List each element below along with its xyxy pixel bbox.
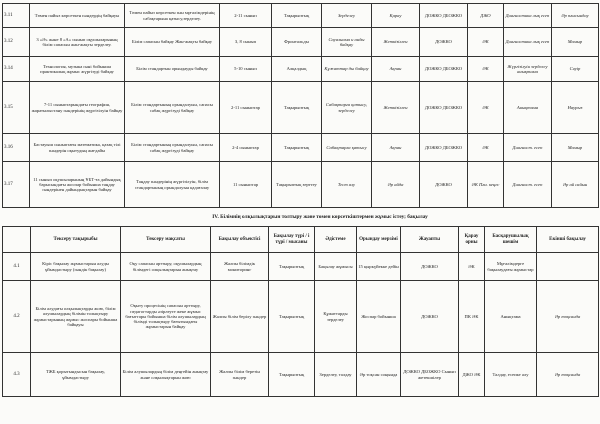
row-result: Диагностика лық есеп xyxy=(504,28,552,57)
table-row xyxy=(3,57,599,82)
row-number: 3.12 xyxy=(3,28,30,57)
row-method: Құжаттар ды байқау xyxy=(322,57,372,82)
row-responsible: Мамыр xyxy=(552,28,599,57)
row-object: Жалпы білімдік мониторинг xyxy=(211,253,269,281)
header-repeat: Екінші бақылау xyxy=(537,227,599,253)
table-row xyxy=(3,162,599,208)
header-object: Бақылау объектісі xyxy=(211,227,269,253)
row-place: ДОЖКО ДБОЖКО xyxy=(420,134,468,162)
row-result: Диагност. есеп xyxy=(504,134,552,162)
row-grade: 2-4 сыныптар xyxy=(220,134,272,162)
row-objective: Таңдау пәндерінің жүргізілуін, білім стандартының орындалуын қадағалау xyxy=(125,162,220,208)
header-who: Қарау орны xyxy=(459,227,485,253)
row-who: ӘК xyxy=(468,82,504,134)
row-form: Әр айда xyxy=(372,162,420,208)
header-period: Орындау мерзімі xyxy=(357,227,401,253)
row-period: 15 қыркүйекке дейін xyxy=(357,253,401,281)
row-topic: Төмен пайыз көрсеткен пәндердің байқауы xyxy=(30,4,125,28)
header-method: Әдістеме xyxy=(315,227,357,253)
row-number: 4.1 xyxy=(3,253,31,281)
row-method: Бақылау жұмысы xyxy=(315,253,357,281)
row-place: ДОЖКО xyxy=(401,253,459,281)
row-type: Фронтальды xyxy=(272,28,322,57)
row-topic: 7-11 сыныптарындағы география, жаратылыстану пәндерінің жүргізілуін байқау xyxy=(30,82,125,134)
row-objective: Оқыту процесінің сапасын арттыру, педагогтарды әзірлеуге жеке жұмыс бағыттары бойынша білім алушылардың білімді толықтыру бағытындағы жұмыстарын байқау xyxy=(121,281,211,353)
row-objective: Білім стандартының орындалуын, сапасы сабақ жүргізуді байқау xyxy=(125,82,220,134)
row-number: 3.16 xyxy=(3,134,30,162)
row-result: Жүргізілуін зерделеу анықтама xyxy=(504,57,552,82)
header-type: Бақылау түрі / і түрі / мысаны xyxy=(269,227,315,253)
row-grade: 2-11 сыныптар xyxy=(220,82,272,134)
row-objective: Білім стандартының орындалуын, сапасы сабақ жүргізуді байқау xyxy=(125,134,220,162)
row-head: Талдау, есепке алу xyxy=(485,353,537,397)
row-place: ДОЖКО ДБОЖКО xyxy=(420,57,468,82)
row-place: ДОЖКО xyxy=(420,162,468,208)
row-topic: 11 сынып оқушыларының ҰБТ-ға дайындық барысындағы жоспар бойынша таңдау пәндерінен дайындықтарын байқау xyxy=(30,162,125,208)
row-form: Қарау xyxy=(372,4,420,28)
row-place: ДОЖКО xyxy=(401,281,459,353)
row-repeat xyxy=(537,253,599,281)
row-method: Құжаттарды зерделеу xyxy=(315,281,357,353)
row-type: Тақырыптық xyxy=(272,4,322,28)
row-who: ӘК xyxy=(468,28,504,57)
row-method: Зерделеу, талдау xyxy=(315,353,357,397)
table-row xyxy=(3,28,599,57)
row-who: ӘК xyxy=(459,253,485,281)
row-place: ДОЖКО ДБОЖКО Сынып жетекшілер xyxy=(401,353,459,397)
header-place: Жауапты xyxy=(401,227,459,253)
row-form: Жеткізілген xyxy=(372,82,420,134)
row-topic: Бастауыш сыныптағы математика, қазақ тілі пәндерін оқытудың жағдайы xyxy=(30,134,125,162)
row-head: Мұғалімдерге бақылаудағы жұмыстар xyxy=(485,253,537,281)
row-result: Анықтама xyxy=(504,82,552,134)
header-head: Басқарушылық шешім xyxy=(485,227,537,253)
row-responsible: Әр пәнсындау xyxy=(552,4,599,28)
row-method: Сабақтарға қатысу xyxy=(322,134,372,162)
row-method: Тест алу xyxy=(322,162,372,208)
row-type: Тақырыптық xyxy=(269,253,315,281)
row-period: Жоспар бойынша xyxy=(357,281,401,353)
row-type: Тақырыптық xyxy=(272,82,322,134)
row-objective: Оқу сапасын арттыру, оқушылардың білімдегі олқылықтарын анықтау xyxy=(121,253,211,281)
row-grade: 11 сыныптар xyxy=(220,162,272,208)
row-topic: ТЖБ қорытындысын бақылау, ұйымдастыру xyxy=(31,353,121,397)
table-row xyxy=(3,82,599,134)
control-plan-table-3 xyxy=(2,3,599,208)
row-method: Сауалнама и анды байқау xyxy=(322,28,372,57)
row-objective: Төмен пайыз көрсеткен пән мұғалімдерінің сабақтарына қатысу,зерделеу. xyxy=(125,4,220,28)
row-who: ӘК xyxy=(468,57,504,82)
table-row xyxy=(3,353,599,397)
row-responsible: Әр ай сайын xyxy=(552,162,599,208)
row-who: ӘК Пәи. кеңес xyxy=(468,162,504,208)
row-repeat: Әр тоқсанда xyxy=(537,353,599,397)
row-method: Зерделеу xyxy=(322,4,372,28)
section-title: IV. Білімнің олқылықтарын толтыру және төмен көрсеткіштермен жұмыс істеу; бақылау xyxy=(212,214,428,220)
row-number: 3.17 xyxy=(3,162,30,208)
row-form: Жеткізілген xyxy=(372,28,420,57)
table-row xyxy=(3,4,599,28)
row-type: Тақырыптық xyxy=(269,353,315,397)
row-place: ДОЖКО ДБОЖКО xyxy=(420,82,468,134)
row-type: Алқалдық xyxy=(272,57,322,82)
row-type: Тақырыптық xyxy=(272,134,322,162)
row-result: Диагност. есеп xyxy=(504,162,552,208)
header-topic: Тексеру тақырыбы xyxy=(31,227,121,253)
row-grade: 5-10 сынып xyxy=(220,57,272,82)
row-form: Ақпан xyxy=(372,57,420,82)
row-topic: Білім алудағы олқылықтарды жою, білім алушылардың білімін толықтыру жұмыстарының жұмыс жоспары бойынша байқауы xyxy=(31,281,121,353)
row-type: Тақырыптық зерттеу xyxy=(272,162,322,208)
row-objective: Білім стандартын орындауды байқау xyxy=(125,57,220,82)
row-objective: Білім сапасын байқау Жан-жақты байқау xyxy=(125,28,220,57)
row-method: Сабақтарға қатысу, зерделеу xyxy=(322,82,372,134)
row-responsible: Наурыз xyxy=(552,82,599,134)
row-topic: Кіріс бақылау жұмыстарын алуды ұйымдастыру (пәндік бақылау) xyxy=(31,253,121,281)
row-who: ДЖО ӘК xyxy=(459,353,485,397)
row-period: Әр тоқсан соңында xyxy=(357,353,401,397)
row-number: 3.15 xyxy=(3,82,30,134)
row-grade: 2-11 сынып xyxy=(220,4,272,28)
header-objective: Тексеру мақсаты xyxy=(121,227,211,253)
row-who: ДЖО xyxy=(468,4,504,28)
row-result: Диагностика лық есеп xyxy=(504,4,552,28)
row-number: 4.3 xyxy=(3,353,31,397)
row-who: ӘК xyxy=(468,134,504,162)
table-header-row xyxy=(3,227,599,253)
table-row xyxy=(3,253,599,281)
control-plan-table-4 xyxy=(2,226,599,397)
row-form: Ақпан xyxy=(372,134,420,162)
table-row xyxy=(3,281,599,353)
row-topic: Технология, музыка пәні бойынша практикалық жұмыс жүргізуді байқау xyxy=(30,57,125,82)
row-number: 3.14 xyxy=(3,57,30,82)
row-object: Жалпы білім берілу пәндер xyxy=(211,281,269,353)
row-who: ПК ӘК xyxy=(459,281,485,353)
row-head: Анықтама xyxy=(485,281,537,353)
row-place: ДОЖКО ДБОЖКО xyxy=(420,4,468,28)
row-object: Жалпы білім беретін пәндер xyxy=(211,353,269,397)
row-responsible: Сәуір xyxy=(552,57,599,82)
header-number xyxy=(3,227,31,253)
row-type: Тақырыптық xyxy=(269,281,315,353)
row-responsible: Мамыр xyxy=(552,134,599,162)
row-topic: 3 «Ә» және 8 «А» сынып оқушыларының білім сапасын жан-жақты зерделеу. xyxy=(30,28,125,57)
row-number: 4.2 xyxy=(3,281,31,353)
row-place: ДОЖКО xyxy=(420,28,468,57)
row-grade: 3, 8 сынып xyxy=(220,28,272,57)
row-objective: Білім алушылардың білім деңгейін анықтау және олқылықтарын жою xyxy=(121,353,211,397)
row-repeat: Әр тоқсанда xyxy=(537,281,599,353)
row-number: 3.11 xyxy=(3,4,30,28)
table-row xyxy=(3,134,599,162)
